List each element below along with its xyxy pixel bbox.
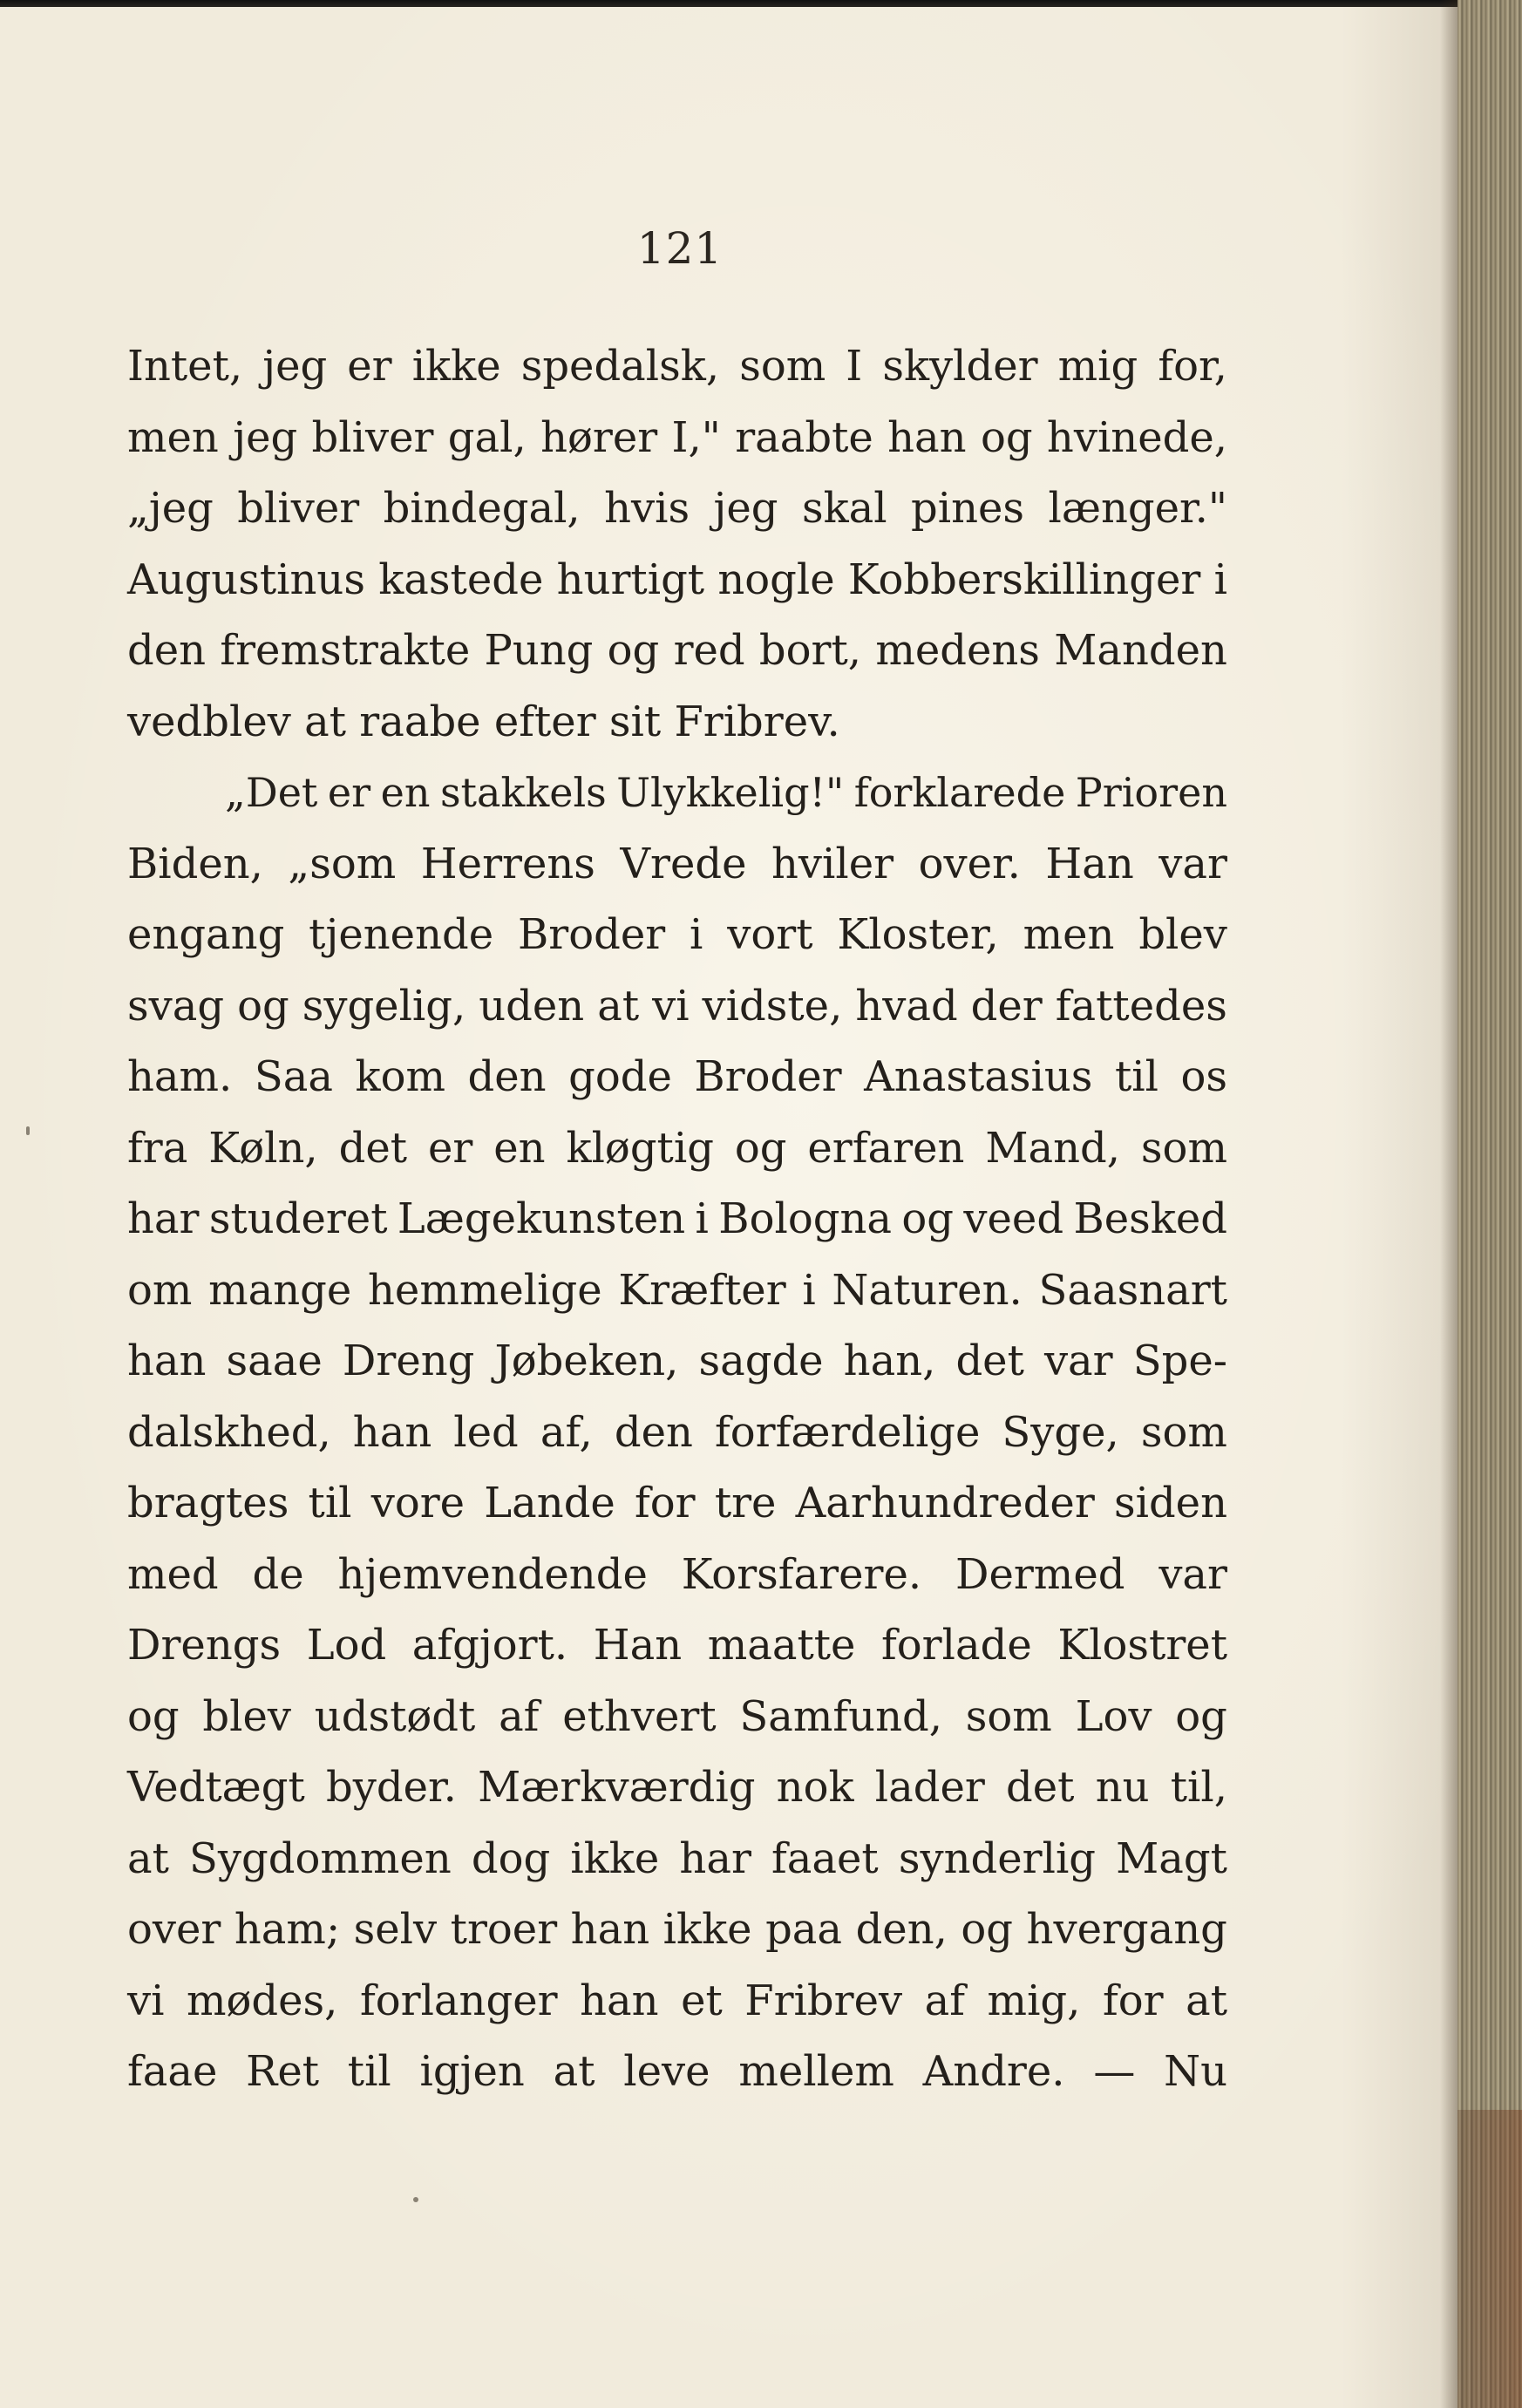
- word: Mand,: [985, 1123, 1120, 1173]
- word: Han: [593, 1621, 683, 1670]
- word: Lod: [306, 1621, 387, 1670]
- word: har: [679, 1833, 751, 1883]
- word: Lande: [484, 1479, 615, 1527]
- word: skal: [801, 484, 887, 533]
- word: ikke: [662, 1905, 752, 1954]
- word: kom: [355, 1052, 445, 1101]
- word: hvergang: [1026, 1905, 1227, 1954]
- word: men: [1023, 910, 1115, 959]
- word: et: [681, 1976, 723, 2025]
- word: men: [127, 412, 219, 462]
- word: raabte: [735, 412, 873, 462]
- word: han,: [843, 1337, 936, 1385]
- word: mig: [1057, 342, 1138, 391]
- word: maatte: [707, 1621, 856, 1670]
- word: som: [1140, 1407, 1227, 1457]
- word: med: [127, 1549, 219, 1599]
- word: forlade: [881, 1621, 1032, 1670]
- word: Ulykkelig!": [616, 769, 845, 816]
- word: faae: [127, 2047, 218, 2096]
- word: uden: [479, 981, 585, 1031]
- word: hjemvendende: [337, 1549, 648, 1599]
- word: Vedtægt: [127, 1763, 305, 1812]
- word: „jeg: [127, 484, 214, 533]
- word: var: [1043, 1337, 1113, 1385]
- paper-speck: [413, 2197, 418, 2202]
- word: tjenende: [309, 910, 494, 959]
- text-line: [127, 900, 1227, 971]
- word: mellem: [738, 2047, 894, 2096]
- text-line: [127, 1540, 1227, 1611]
- word: Kræfter: [618, 1265, 786, 1315]
- word: Lægekunsten: [397, 1194, 686, 1243]
- text-line: [127, 1682, 1227, 1753]
- text-line: [127, 331, 1227, 403]
- word: han: [570, 1905, 650, 1954]
- word: jeg: [233, 412, 298, 462]
- word: udstødt: [314, 1691, 476, 1741]
- word: hviler: [771, 839, 894, 888]
- text-line: [127, 1610, 1227, 1682]
- body-text: [127, 331, 1227, 2108]
- word: Augustinus: [127, 554, 365, 604]
- word: mødes,: [187, 1976, 338, 2025]
- word: og: [607, 626, 660, 675]
- word: bliver: [237, 484, 360, 533]
- word: erfaren: [807, 1123, 965, 1173]
- word: i: [802, 1265, 816, 1315]
- word: Dreng: [342, 1337, 475, 1385]
- word: veed: [963, 1194, 1064, 1243]
- word: Intet,: [127, 342, 243, 391]
- word: mig,: [987, 1976, 1081, 2025]
- word: Anastasius: [864, 1052, 1093, 1101]
- word: af: [924, 1976, 966, 2025]
- word: red: [673, 626, 745, 675]
- word: vi: [652, 981, 690, 1031]
- word: vidste,: [702, 981, 843, 1031]
- word: nok: [776, 1763, 854, 1812]
- word: om: [127, 1265, 193, 1315]
- word: medens: [875, 626, 1040, 675]
- word: til: [347, 2047, 391, 2096]
- word: Kobberskillinger: [847, 554, 1201, 604]
- word: skylder: [882, 342, 1038, 391]
- text-line: [127, 1966, 1227, 2037]
- word: Besked: [1073, 1194, 1227, 1243]
- word: sygelig,: [302, 981, 466, 1031]
- word: og: [980, 412, 1033, 462]
- word: den: [127, 626, 207, 675]
- word: og: [127, 1691, 180, 1741]
- word: Andre.: [922, 2047, 1065, 2096]
- word: at: [597, 981, 640, 1031]
- word: for: [1102, 1976, 1164, 2025]
- word: dog: [471, 1833, 551, 1883]
- word: som: [965, 1691, 1052, 1741]
- word: var: [1158, 1549, 1227, 1599]
- word: til,: [1170, 1763, 1227, 1812]
- word: bindegal,: [383, 484, 581, 533]
- word: jeg: [262, 342, 328, 391]
- word: af,: [540, 1407, 593, 1457]
- word: som: [1140, 1123, 1227, 1173]
- word: bliver: [311, 412, 434, 462]
- word: Han: [1045, 839, 1134, 888]
- word: blev: [202, 1691, 292, 1741]
- word: for,: [1158, 342, 1227, 391]
- word: Køln,: [208, 1123, 318, 1173]
- word: at: [1186, 1976, 1227, 2025]
- word: til: [308, 1479, 352, 1527]
- word: Kloster,: [837, 910, 999, 959]
- word: i: [1213, 554, 1227, 604]
- word: for: [635, 1479, 696, 1527]
- word: tre: [714, 1479, 777, 1527]
- word: Syge,: [1002, 1407, 1119, 1457]
- word: ikke: [411, 342, 501, 391]
- text-line: [127, 473, 1227, 545]
- word: led: [453, 1407, 519, 1457]
- word: han: [580, 1976, 659, 2025]
- word: og: [734, 1123, 787, 1173]
- word: en: [380, 769, 431, 816]
- word: Biden,: [127, 839, 263, 888]
- word: Manden: [1054, 626, 1227, 675]
- word: ikke: [570, 1833, 660, 1883]
- word: fattedes: [1055, 981, 1227, 1031]
- word: leve: [623, 2047, 710, 2096]
- word: af: [499, 1691, 540, 1741]
- word: sagde: [698, 1337, 824, 1385]
- text-line: [127, 403, 1227, 474]
- text-line: [127, 545, 1227, 616]
- book-spine-stain: [1457, 2110, 1522, 2408]
- word: en: [493, 1123, 546, 1173]
- word: Klostret: [1057, 1621, 1227, 1670]
- text-line: [127, 1255, 1227, 1327]
- book-page: [0, 7, 1457, 2408]
- word: Saasnart: [1038, 1265, 1227, 1315]
- word: lader: [874, 1763, 985, 1812]
- word: studeret: [208, 1194, 388, 1243]
- word: igjen: [419, 2047, 525, 2096]
- word: Dermed: [955, 1549, 1125, 1599]
- text-line: [127, 1042, 1227, 1113]
- word: troer: [450, 1905, 558, 1954]
- word: over: [127, 1905, 221, 1954]
- text-line: [127, 1184, 1227, 1255]
- word: kløgtig: [566, 1123, 714, 1173]
- word: forfærdelige: [714, 1407, 981, 1457]
- word: bort,: [758, 626, 862, 675]
- word: Herrens: [420, 839, 595, 888]
- word: byder.: [326, 1763, 457, 1812]
- word: vi: [127, 1976, 165, 2025]
- text-line: [127, 1894, 1227, 1966]
- word: hemmelige: [368, 1265, 602, 1315]
- text-line: vedblev at raabe efter sit Fribrev.: [127, 697, 840, 746]
- word: den: [614, 1407, 693, 1457]
- word: faaet: [771, 1833, 879, 1883]
- paper-speck: [26, 1126, 30, 1135]
- word: engang: [127, 910, 285, 959]
- word: nogle: [717, 554, 835, 604]
- page-number: 121: [636, 223, 724, 274]
- text-line: [127, 758, 1227, 829]
- word: den: [467, 1052, 547, 1101]
- word: de: [252, 1549, 304, 1599]
- word: mange: [208, 1265, 352, 1315]
- text-line: [127, 1113, 1227, 1185]
- word: Vrede: [620, 839, 747, 888]
- word: til: [1114, 1052, 1158, 1101]
- word: Nu: [1164, 2047, 1227, 2096]
- word: over.: [918, 839, 1021, 888]
- word: hvis: [604, 484, 690, 533]
- word: I: [846, 342, 863, 391]
- word: hurtigt: [556, 554, 705, 604]
- word: har: [127, 1194, 200, 1243]
- word: han: [887, 412, 967, 462]
- word: Broder: [517, 910, 666, 959]
- word: Korsfarere.: [681, 1549, 922, 1599]
- word: Sygdommen: [189, 1833, 452, 1883]
- word: der: [970, 981, 1043, 1031]
- word: blev: [1138, 910, 1227, 959]
- word: er: [347, 342, 392, 391]
- word: fremstrakte: [220, 626, 471, 675]
- word: Aarhundreder: [795, 1479, 1095, 1527]
- word: pines: [911, 484, 1025, 533]
- word: svag: [127, 981, 225, 1031]
- word: er: [327, 769, 371, 816]
- word: Saa: [254, 1052, 333, 1101]
- word: forlanger: [359, 1976, 558, 2025]
- word: ham.: [127, 1052, 233, 1101]
- word: fra: [127, 1123, 188, 1173]
- word: stakkels: [439, 769, 607, 816]
- word: I,": [671, 412, 721, 462]
- word: synderlig: [898, 1833, 1097, 1883]
- word: det: [338, 1123, 408, 1173]
- word: vort: [727, 910, 813, 959]
- word: vore: [370, 1479, 465, 1527]
- word: bragtes: [127, 1479, 289, 1527]
- word: længer.": [1048, 484, 1227, 533]
- word: Broder: [694, 1052, 842, 1101]
- word: han: [352, 1407, 432, 1457]
- text-line: [127, 829, 1227, 901]
- word: —: [1093, 2047, 1136, 2096]
- word: ethvert: [562, 1691, 717, 1741]
- word: Prioren: [1075, 769, 1227, 816]
- text-line: [127, 971, 1227, 1043]
- word: og: [961, 1905, 1014, 1954]
- word: Mærkværdig: [478, 1763, 756, 1812]
- word: Jøbeken,: [494, 1337, 679, 1385]
- word: den,: [855, 1905, 948, 1954]
- word: dalskhed,: [127, 1407, 331, 1457]
- word: det: [955, 1337, 1024, 1385]
- word: er: [427, 1123, 473, 1173]
- page-gutter-shadow: [1440, 0, 1457, 2408]
- word: Pung: [484, 626, 594, 675]
- text-line: [127, 2037, 1227, 2108]
- word: hvinede,: [1046, 412, 1227, 462]
- word: og: [237, 981, 289, 1031]
- word: Naturen.: [832, 1265, 1023, 1315]
- word: gode: [568, 1052, 672, 1101]
- text-line: [127, 1752, 1227, 1824]
- word: det: [1006, 1763, 1075, 1812]
- word: og: [901, 1194, 954, 1243]
- word: „som: [288, 839, 397, 888]
- word: Samfund,: [739, 1691, 942, 1741]
- text-line: [127, 1824, 1227, 1895]
- word: Bologna: [718, 1194, 892, 1243]
- word: selv: [353, 1905, 438, 1954]
- word: Magt: [1116, 1833, 1227, 1883]
- word: Drengs: [127, 1621, 282, 1670]
- text-line: [127, 616, 1227, 687]
- word: Spe-: [1132, 1337, 1227, 1385]
- word: i: [695, 1194, 709, 1243]
- word: jeg: [713, 484, 778, 533]
- word: hører: [540, 412, 658, 462]
- word: forklarede: [853, 769, 1066, 816]
- word: os: [1180, 1052, 1227, 1101]
- word: som: [739, 342, 826, 391]
- word: hvad: [855, 981, 958, 1031]
- word: gal,: [447, 412, 527, 462]
- word: siden: [1113, 1479, 1227, 1527]
- book-spine-edge: [1457, 0, 1522, 2408]
- word: var: [1158, 839, 1227, 888]
- text-line: [127, 1468, 1227, 1540]
- word: Lov: [1075, 1691, 1152, 1741]
- word: at: [127, 1833, 169, 1883]
- word: Fribrev: [744, 1976, 903, 2025]
- word: og: [1175, 1691, 1227, 1741]
- word: afgjort.: [411, 1621, 568, 1670]
- word: at: [553, 2047, 595, 2096]
- word: han: [127, 1337, 207, 1385]
- text-line: [127, 1398, 1227, 1469]
- text-line: [127, 1326, 1227, 1398]
- word: i: [690, 910, 703, 959]
- word: ham;: [234, 1905, 341, 1954]
- word: spedalsk,: [520, 342, 720, 391]
- word: saae: [226, 1337, 323, 1385]
- word: nu: [1095, 1763, 1150, 1812]
- word: „Det: [225, 769, 318, 816]
- word: kastede: [378, 554, 544, 604]
- word: Ret: [246, 2047, 320, 2096]
- word: paa: [765, 1905, 843, 1954]
